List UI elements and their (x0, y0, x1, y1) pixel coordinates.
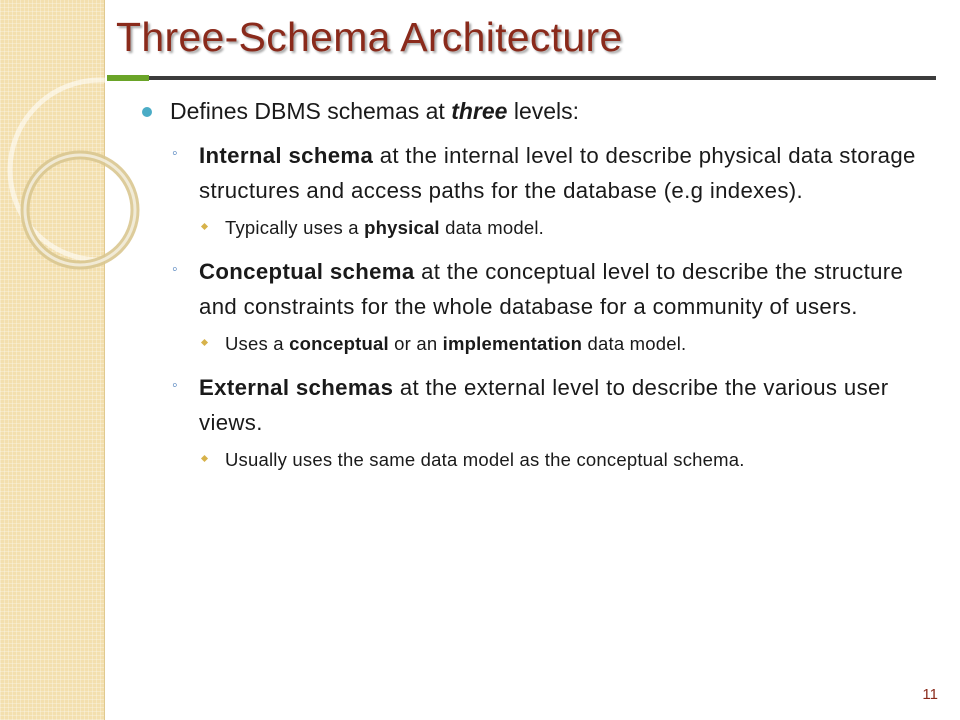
sub-bullet-internal: Typically uses a physical data model. (199, 214, 938, 242)
bullet-conceptual-schema: ◦ Conceptual schema at the conceptual level to describe the structure and constraints for the whole database for a community of users. (172, 259, 904, 319)
bullet-dot-icon (142, 107, 152, 117)
diamond-bullet-icon (201, 455, 208, 462)
decorative-side-band (0, 0, 105, 720)
sub-bullet-external: Usually uses the same data model as the conceptual schema. (199, 446, 938, 474)
title-accent-bar (107, 75, 149, 81)
bullet-external-schemas: ◦ External schemas at the external level to describe the various user views. (172, 375, 889, 435)
bullet-intro: Defines DBMS schemas at three levels: (138, 96, 938, 126)
slide-body (138, 96, 938, 486)
slide-title: Three-Schema Architecture (116, 14, 623, 60)
diamond-bullet-icon (201, 339, 208, 346)
ring-bullet-icon: ◦ (172, 261, 179, 278)
ring-bullet-icon: ◦ (172, 377, 179, 394)
page-number: 11 (922, 686, 938, 703)
diamond-bullet-icon (201, 223, 208, 230)
sub-bullet-conceptual: Uses a conceptual or an implementation data model. (199, 330, 938, 358)
title-underline (149, 76, 936, 80)
ring-bullet-icon: ◦ (172, 145, 179, 162)
bullet-internal-schema: ◦ Internal schema at the internal level to describe physical data storage structures and access paths for the database (e.g indexes). (172, 143, 916, 203)
